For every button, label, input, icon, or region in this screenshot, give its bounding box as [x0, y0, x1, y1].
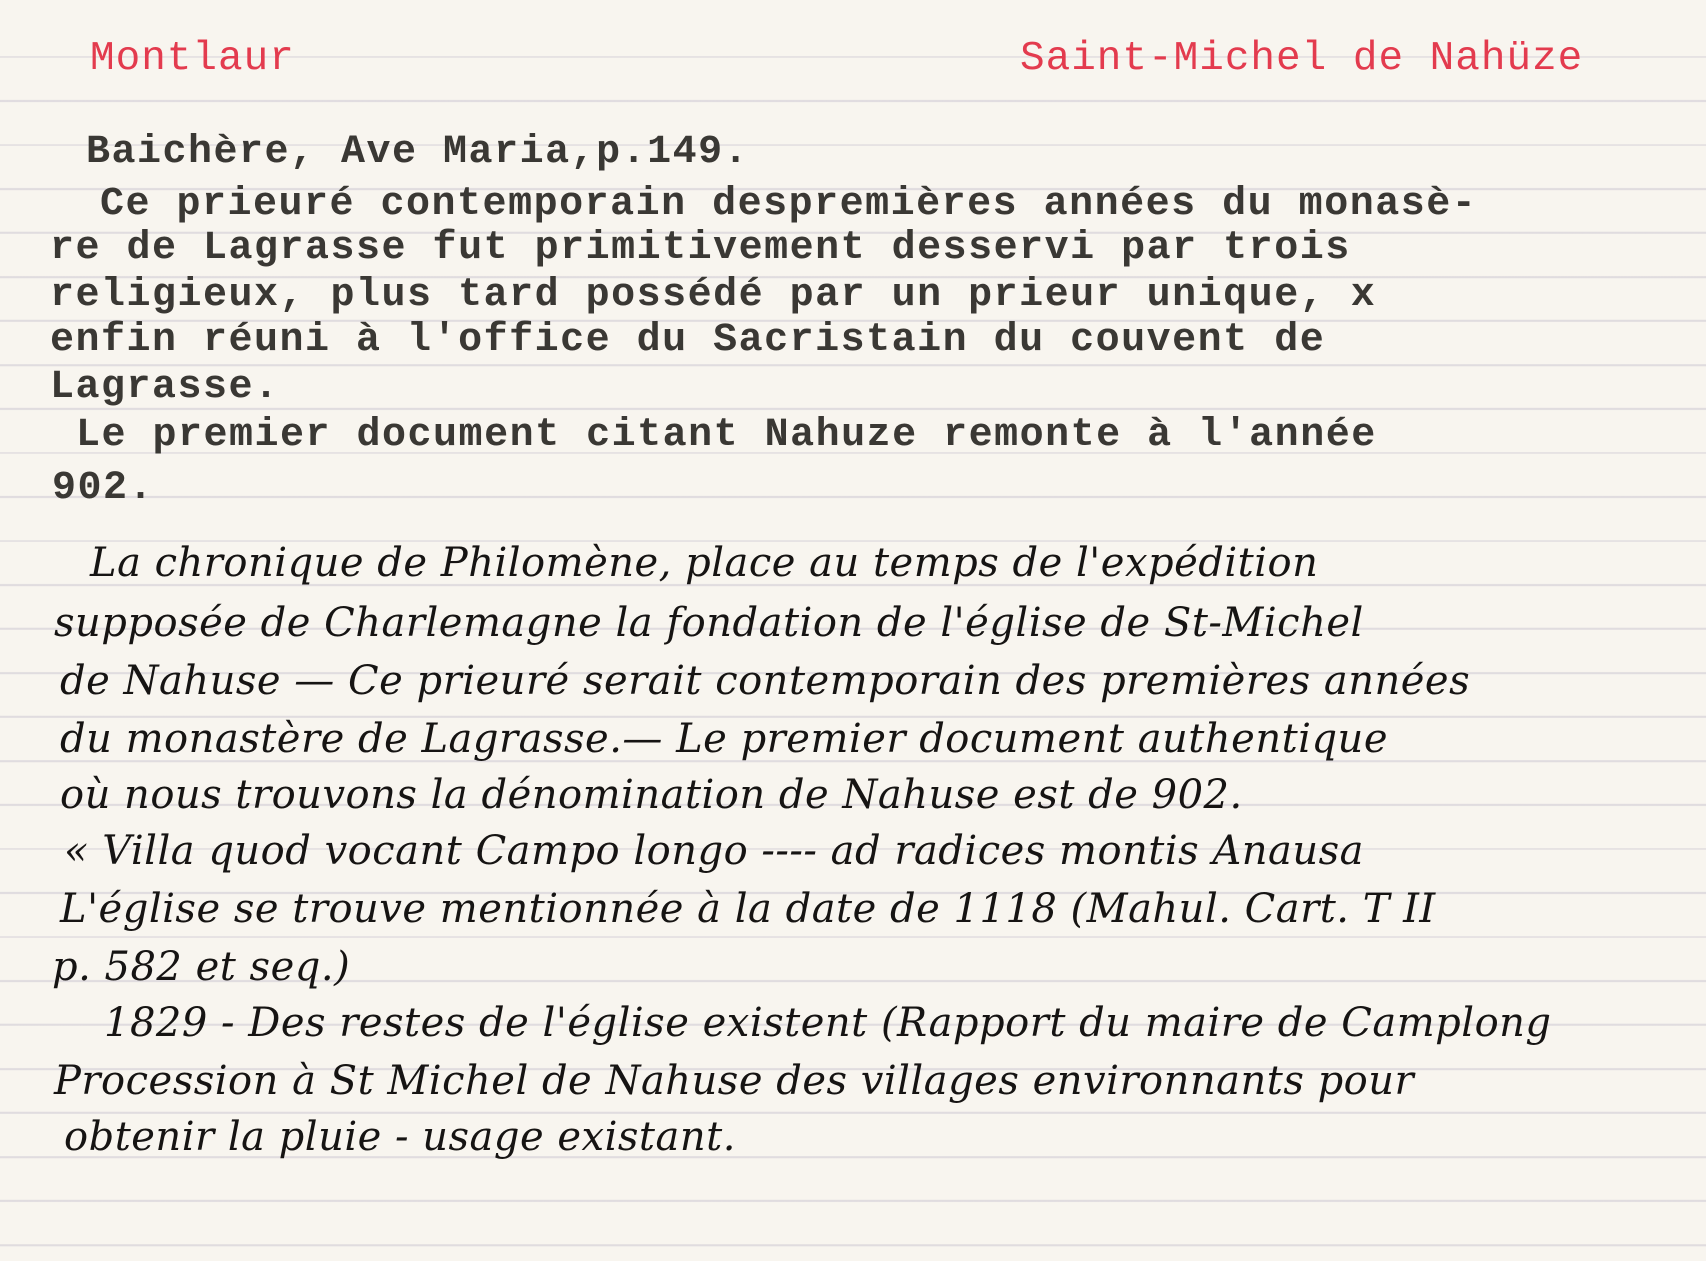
typed-line: Ce prieuré contemporain despremières années du monasè- [100, 182, 1478, 227]
handwritten-line: p. 582 et seq.) [52, 944, 351, 990]
typed-line: Le premier document citant Nahuze remonte à l'année [76, 413, 1377, 458]
handwritten-line: « Villa quod vocant Campo longo ---- ad radices montis Anausa [64, 828, 1365, 874]
handwritten-line: du monastère de Lagrasse.— Le premier document authentique [60, 716, 1388, 762]
typed-line: Baichère, Ave Maria,p.149. [86, 130, 750, 175]
handwritten-line: où nous trouvons la dénomination de Nahuse est de 902. [60, 772, 1243, 818]
header-left-place: Montlaur [90, 36, 295, 82]
handwritten-line: Procession à St Michel de Nahuse des villages environnants pour [54, 1058, 1415, 1104]
typed-line: re de Lagrasse fut primitivement desservi par trois [50, 226, 1351, 271]
typed-line: Lagrasse. [50, 365, 280, 410]
handwritten-line: de Nahuse — Ce prieuré serait contemporain des premières années [60, 658, 1471, 704]
handwritten-line: La chronique de Philomène, place au temps de l'expédition [90, 540, 1319, 586]
typed-line: religieux, plus tard possédé par un prieur unique, x [50, 273, 1377, 318]
handwritten-line: obtenir la pluie - usage existant. [64, 1114, 736, 1160]
typed-line: enfin réuni à l'office du Sacristain du couvent de [50, 318, 1326, 363]
handwritten-line: 1829 - Des restes de l'église existent (Rapport du maire de Camplong [104, 1000, 1552, 1046]
handwritten-line: L'église se trouve mentionnée à la date de 1118 (Mahul. Cart. T II [60, 886, 1436, 932]
handwritten-line: supposée de Charlemagne la fondation de l'église de St-Michel [54, 600, 1364, 646]
header-right-title: Saint-Michel de Nahüze [1020, 36, 1584, 82]
typed-line: 902. [52, 466, 155, 511]
